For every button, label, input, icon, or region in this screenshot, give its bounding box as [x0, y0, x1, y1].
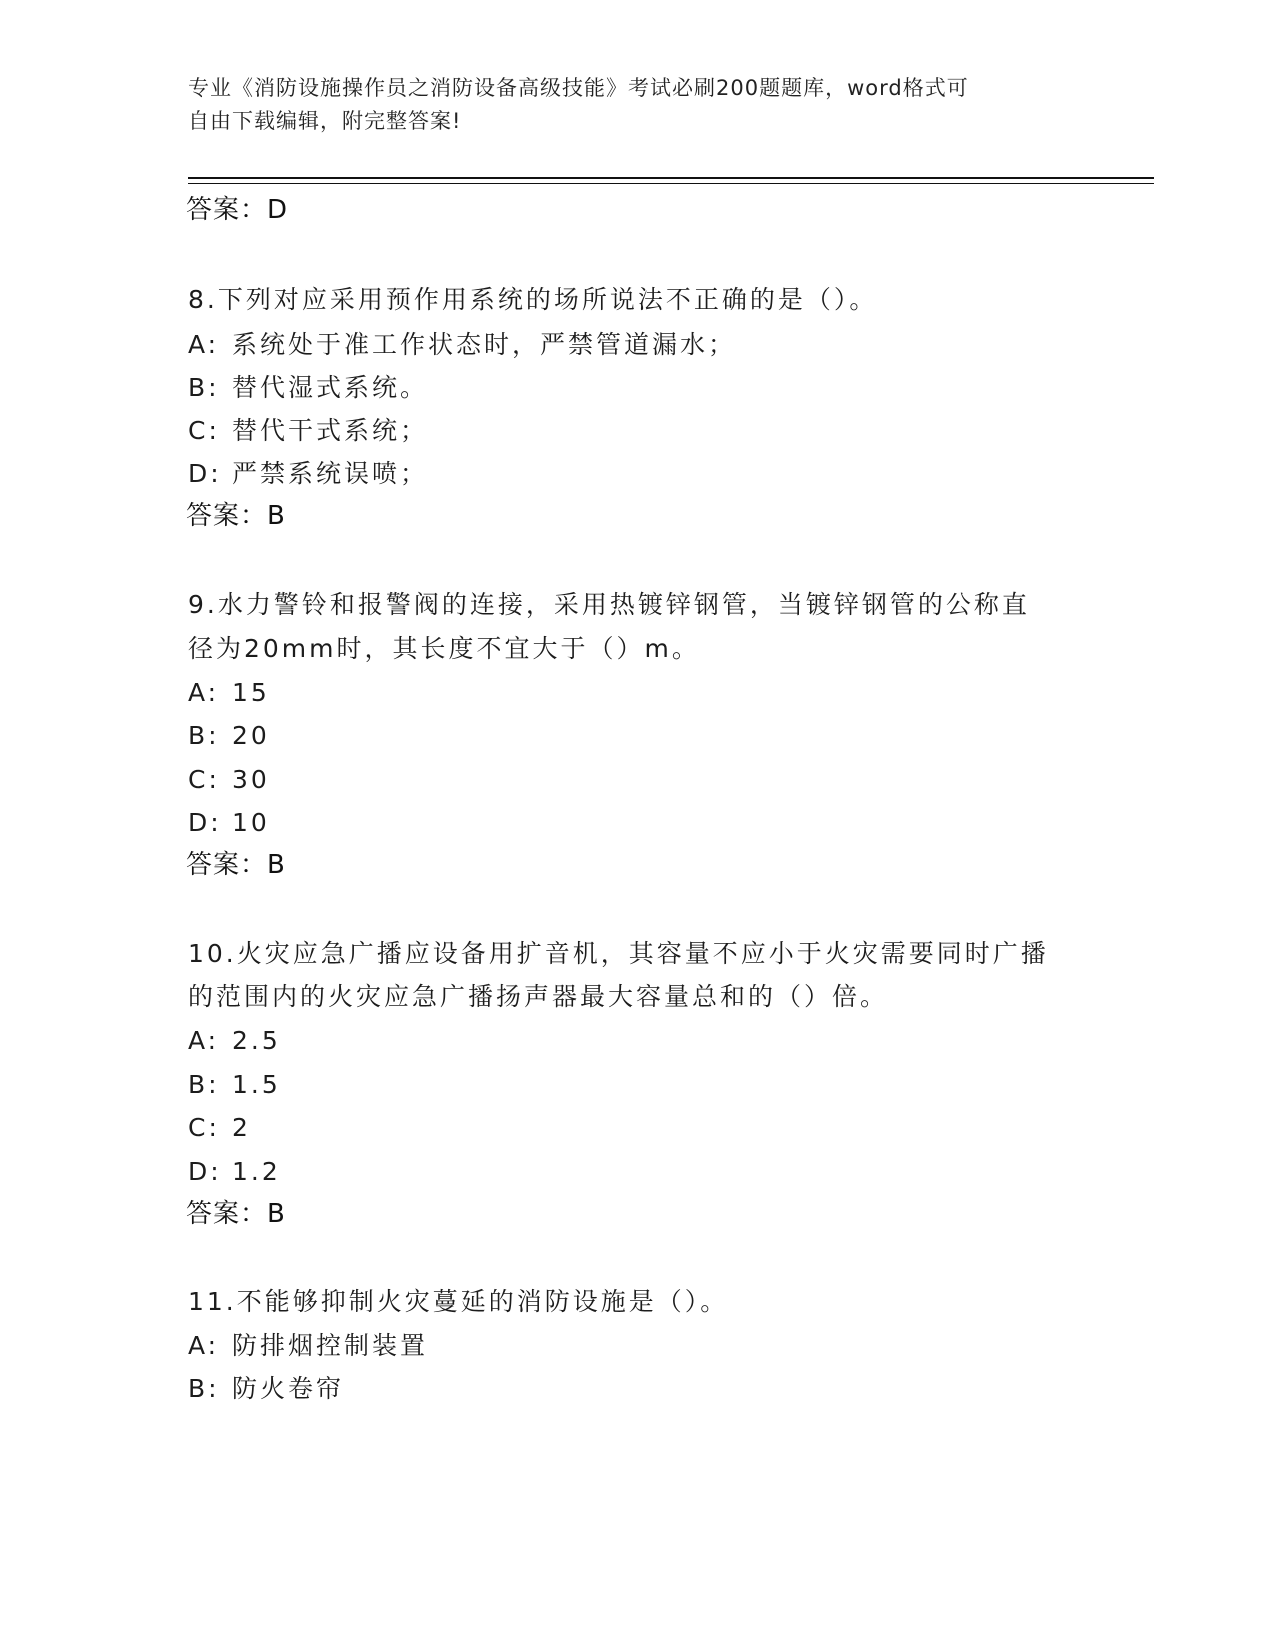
option-text: 替代干式系统； [232, 416, 429, 445]
question-10-option-d [188, 1155, 281, 1189]
question-8-stem: 8.下列对应采用预作用系统的场所说法不正确的是（）。 [188, 285, 878, 314]
question-9-option-a [188, 676, 270, 710]
option-text: 1.5 [232, 1070, 281, 1099]
question-9-stem-line-2: 径为20mm时，其长度不宜大于（）m。 [188, 634, 700, 663]
header-divider-thick [188, 177, 1154, 179]
option-text: 2.5 [232, 1026, 281, 1055]
header-divider-thin [188, 183, 1154, 184]
option-text: 防火卷帘 [232, 1374, 345, 1403]
option-text: 15 [232, 678, 270, 707]
option-text: 10 [232, 808, 270, 837]
option-letter: D: [188, 459, 222, 488]
question-9-option-c [188, 763, 270, 797]
option-letter: C: [188, 416, 220, 445]
option-letter: A: [188, 330, 220, 359]
option-letter: B: [188, 373, 220, 402]
option-letter: D: [188, 1157, 222, 1186]
question-10-stem-line-1: 10.火灾应急广播应设备用扩音机，其容量不应小于火灾需要同时广播 [188, 939, 1049, 968]
header-line-1: 专业《消防设施操作员之消防设备高级技能》考试必刷200题题库，word格式可 [188, 76, 969, 100]
option-letter: A: [188, 678, 220, 707]
question-11-option-b [188, 1372, 344, 1406]
question-8-option-b [188, 371, 428, 405]
question-11-stem: 11.不能够抑制火灾蔓延的消防设施是（）。 [188, 1287, 729, 1316]
question-8-answer: 答案：B [186, 501, 286, 531]
question-11-option-a [188, 1329, 428, 1363]
question-9-option-d [188, 806, 270, 840]
header-line-2: 自由下载编辑，附完整答案! [188, 109, 462, 133]
option-letter: B: [188, 1070, 220, 1099]
previous-answer: 答案：D [186, 195, 289, 225]
option-text: 1.2 [232, 1157, 281, 1186]
option-letter: B: [188, 1374, 220, 1403]
question-8-option-a [188, 328, 736, 362]
question-10-answer: 答案：B [186, 1199, 286, 1229]
option-text: 系统处于准工作状态时，严禁管道漏水； [232, 330, 737, 359]
document-header [188, 72, 1078, 138]
option-text: 严禁系统误喷； [232, 459, 429, 488]
question-10-option-b [188, 1068, 281, 1102]
question-8-option-c [188, 414, 428, 448]
option-letter: D: [188, 808, 222, 837]
option-text: 2 [232, 1113, 251, 1142]
question-10-stem-line-2: 的范围内的火灾应急广播扬声器最大容量总和的（）倍。 [188, 982, 889, 1011]
option-text: 替代湿式系统。 [232, 373, 429, 402]
question-8-option-d [188, 457, 428, 491]
option-letter: A: [188, 1026, 220, 1055]
question-10-option-a [188, 1024, 281, 1058]
option-letter: C: [188, 765, 220, 794]
question-10-option-c [188, 1111, 251, 1145]
question-9-stem-line-1: 9.水力警铃和报警阀的连接，采用热镀锌钢管，当镀锌钢管的公称直 [188, 590, 1030, 619]
question-9-option-b [188, 719, 270, 753]
option-letter: A: [188, 1331, 220, 1360]
option-letter: B: [188, 721, 220, 750]
option-text: 防排烟控制装置 [232, 1331, 429, 1360]
option-letter: C: [188, 1113, 220, 1142]
option-text: 30 [232, 765, 270, 794]
option-text: 20 [232, 721, 270, 750]
question-9-answer: 答案：B [186, 850, 286, 880]
